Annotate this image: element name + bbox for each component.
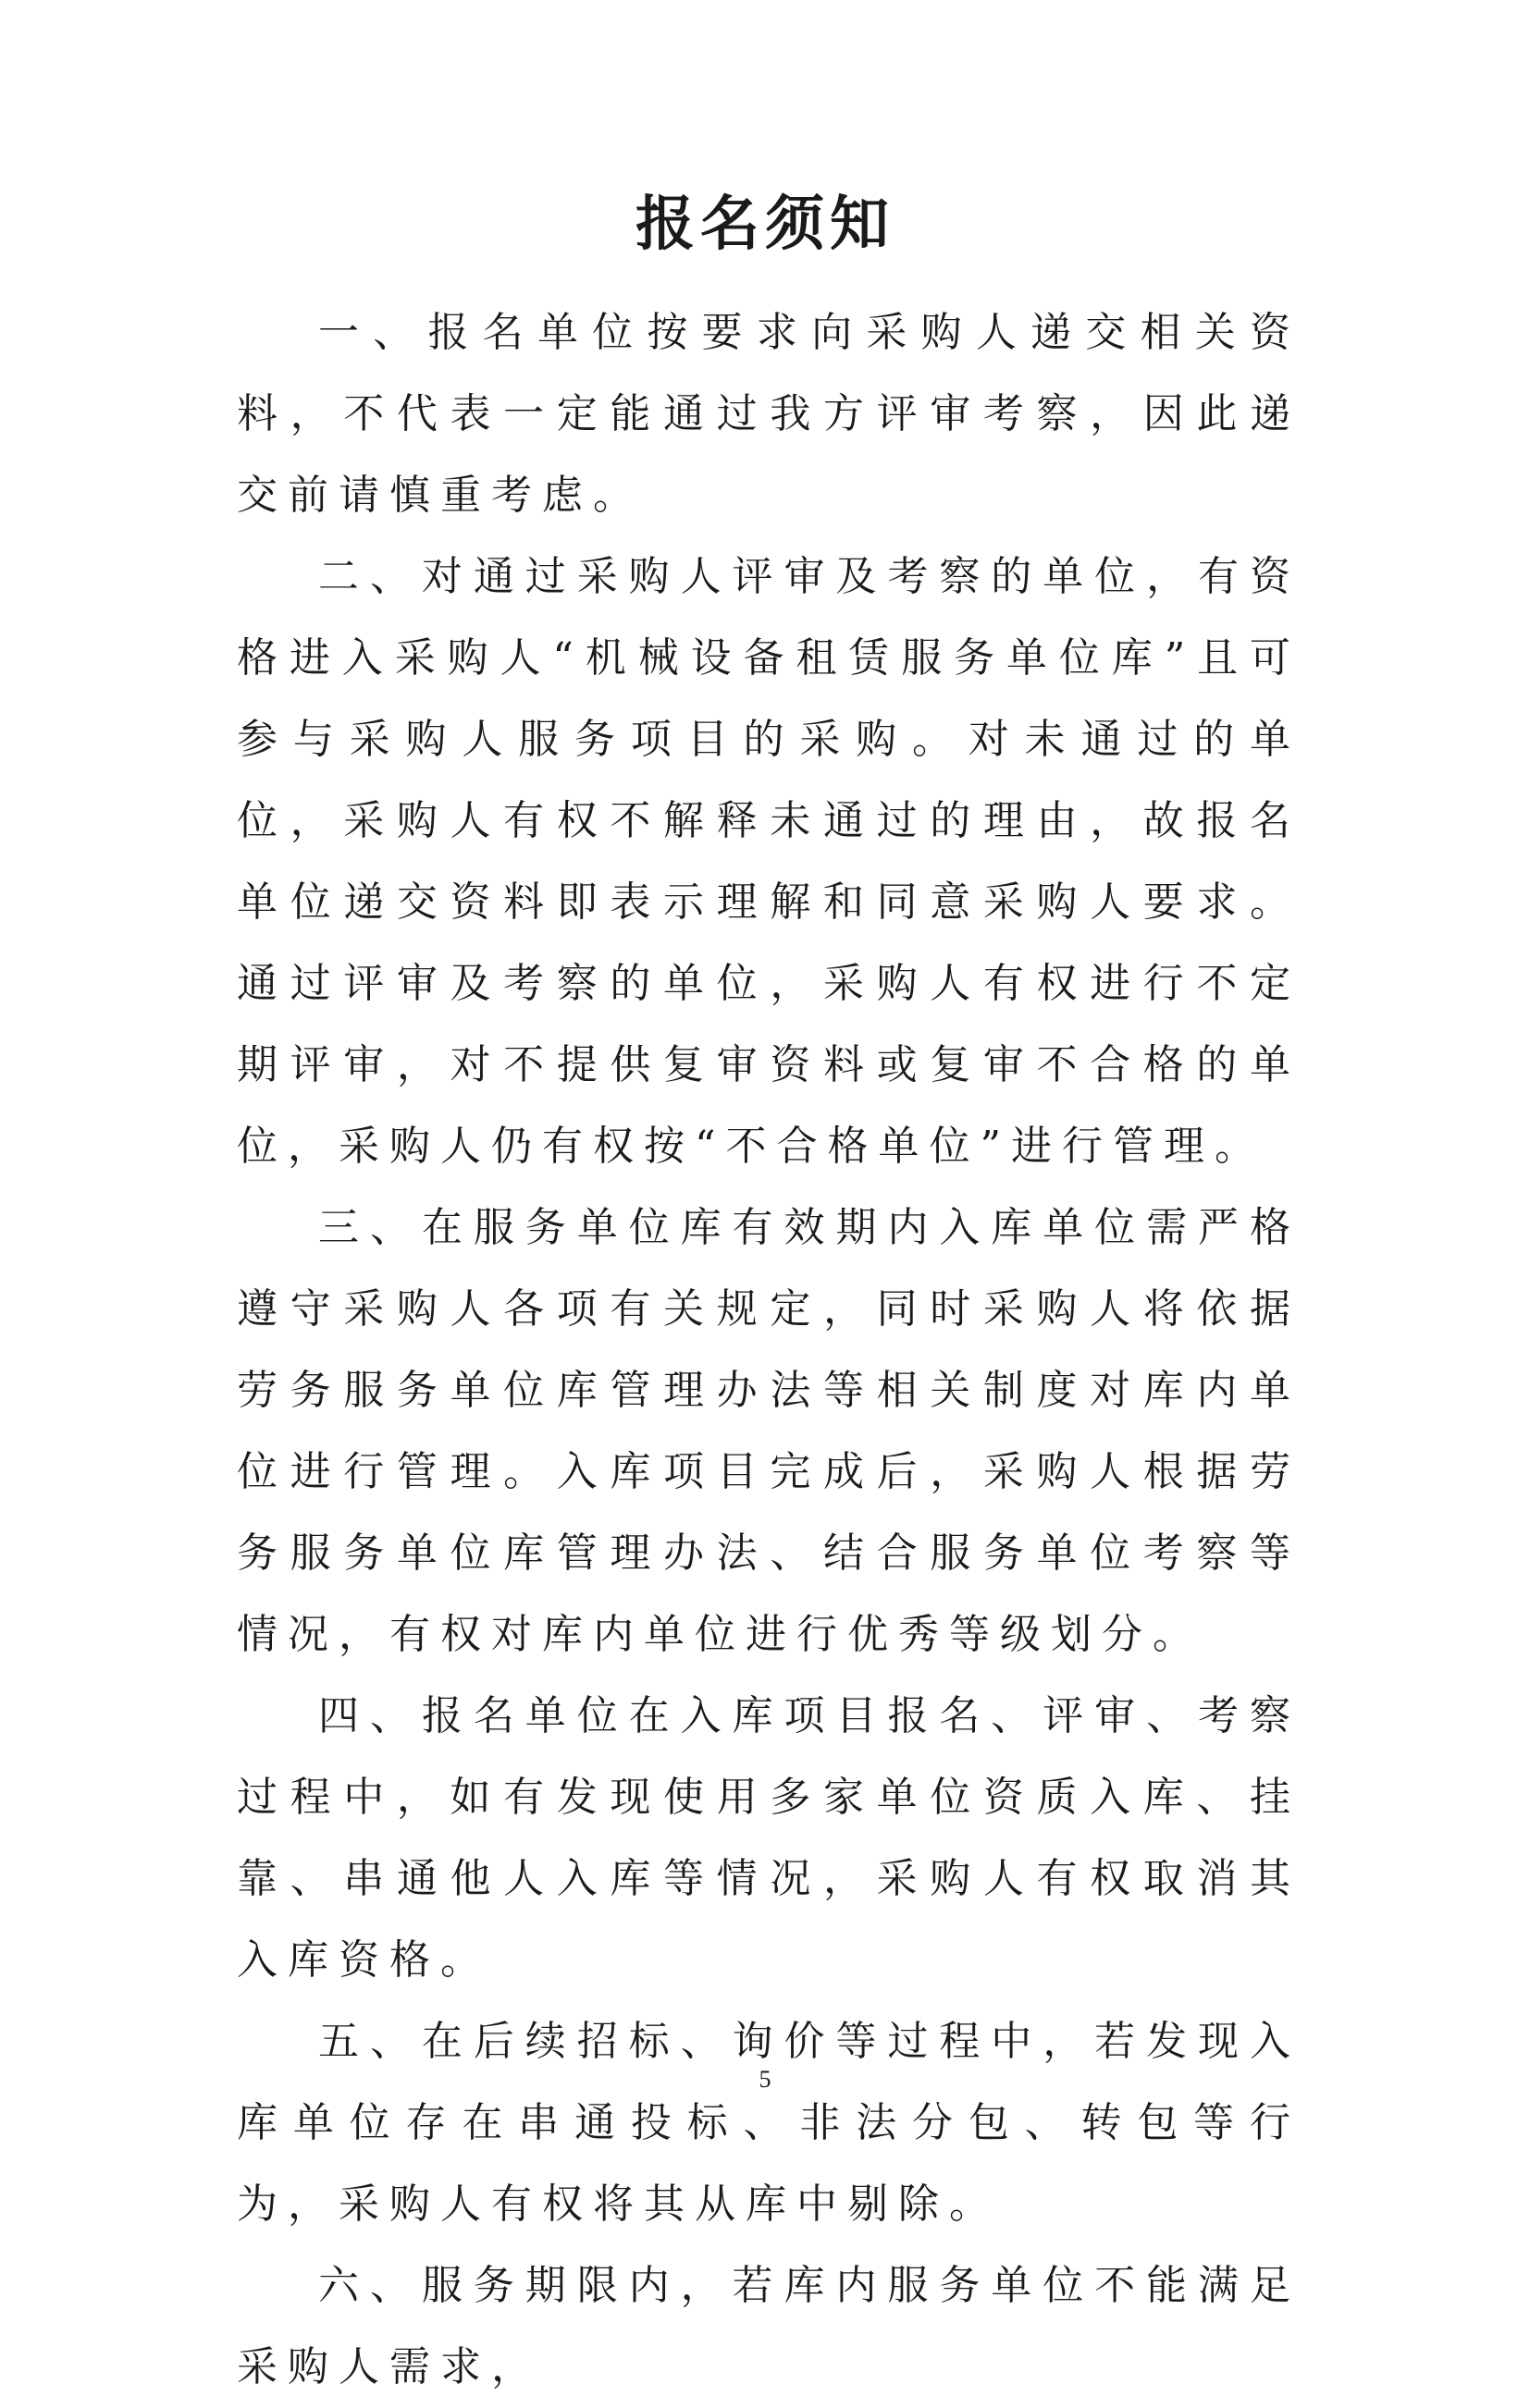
paragraph-3: 三、在服务单位库有效期内入库单位需严格遵守采购人各项有关规定，同时采购人将依据劳务服务单位库管理办法等相关制度对库内单位进行管理。入库项目完成后，采购人根据劳务服务单位库管理办法、结合服务单位考察等情况，有权对库内单位进行优秀等级划分。: [237, 1204, 1301, 1658]
paragraph-5: 五、在后续招标、询价等过程中，若发现入库单位存在串通投标、非法分包、转包等行为，采购人有权将其从库中剔除。: [237, 2018, 1301, 2228]
paragraph-1: 一、报名单位按要求向采购人递交相关资料，不代表一定能通过我方评审考察，因此递交前请慎重考虑。: [237, 309, 1301, 519]
paragraph-2: 二、对通过采购人评审及考察的单位，有资格进入采购人“机械设备租赁服务单位库”且可参与采购人服务项目的采购。对未通过的单位，采购人有权不解释未通过的理由，故报名单位递交资料即表示理解和同意采购人要求。通过评审及考察的单位，采购人有权进行不定期评审，对不提供复审资料或复审不合格的单位，采购人仍有权按“不合格单位”进行管理。: [237, 553, 1301, 1170]
paragraph-6: 六、服务期限内，若库内服务单位不能满足采购人需求，: [237, 2262, 1301, 2390]
paragraph-4: 四、报名单位在入库项目报名、评审、考察过程中，如有发现使用多家单位资质入库、挂靠、串通他人入库等情况，采购人有权取消其入库资格。: [237, 1692, 1301, 1984]
page-title: 报名须知: [635, 190, 895, 259]
page-number: 5: [759, 2066, 771, 2093]
